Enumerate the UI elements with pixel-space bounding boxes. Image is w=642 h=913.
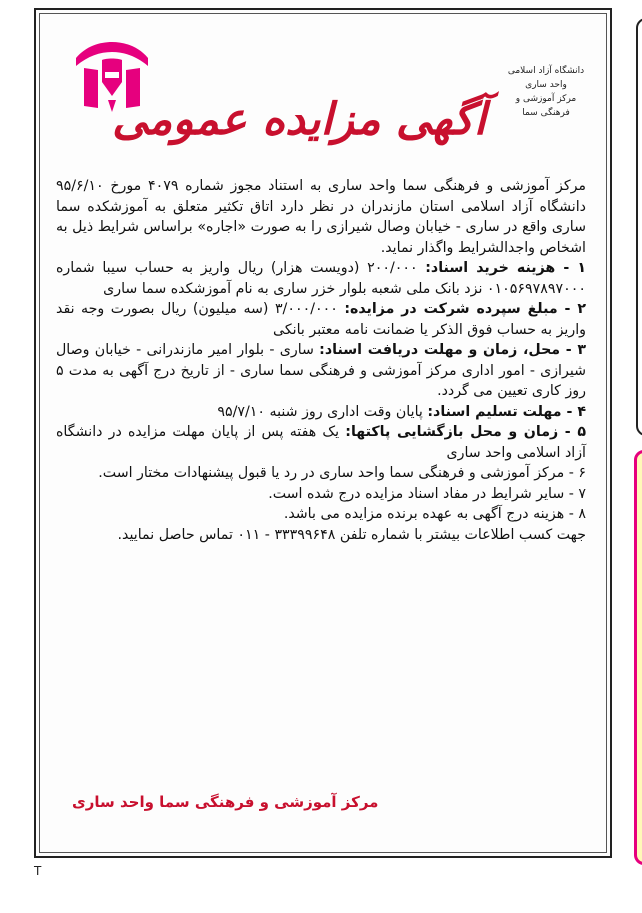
ad-body <box>56 176 586 545</box>
university-name-block <box>491 64 601 120</box>
page-title: آگهی مزایده عمومی <box>112 94 486 145</box>
condition-item-4 <box>56 402 586 423</box>
condition-label: ۴ - مهلت تسلیم اسناد: <box>427 403 586 420</box>
condition-text: پایان وقت اداری روز شنبه ۹۵/۷/۱۰ <box>217 403 428 420</box>
condition-text: ۷ - سایر شرایط در مفاد اسناد مزایده درج شده است. <box>268 485 586 502</box>
adjacent-ad-frame-bottom <box>634 450 642 865</box>
intro-paragraph: مرکز آموزشی و فرهنگی سما واحد ساری به استناد مجوز شماره ۴۰۷۹ مورخ ۹۵/۶/۱۰ دانشگاه آزاد اسلامی استان مازندران در نظر دارد اتاق تکثیر متعلق به آموزشکده سما ساری واقع در ساری - خیابان وصال شیرازی را به صورت «اجاره» براساس شرایط ذیل به اشخاص واجدالشرایط واگذار نماید. <box>56 178 586 256</box>
condition-item-6 <box>56 463 586 484</box>
condition-label: ۱ - هزینه خرید اسناد: <box>425 260 586 276</box>
condition-item-3 <box>56 340 586 402</box>
condition-text: ۸ - هزینه درج آگهی به عهده برنده مزایده می باشد. <box>283 506 586 522</box>
adjacent-ad-edge <box>630 0 642 913</box>
condition-item-8 <box>56 504 586 525</box>
adjacent-ad-frame-top <box>636 18 642 436</box>
condition-label: ۳ - محل، زمان و مهلت دریافت اسناد: <box>319 342 586 358</box>
corner-mark: T <box>34 864 42 878</box>
condition-item-2 <box>56 299 586 340</box>
condition-label: ۲ - مبلغ سپرده شرکت در مزایده: <box>344 301 587 317</box>
signature: مرکز آموزشی و فرهنگی سما واحد ساری <box>72 793 379 811</box>
condition-text: یک هفته پس از پایان مهلت مزایده در دانشگاه آزاد اسلامی واحد ساری <box>56 424 586 461</box>
condition-text: ۲۰۰/۰۰۰ (دویست هزار) ریال واریز به حساب سیبا شماره ۰۱۰۵۶۹۷۸۹۷۰۰۰ نزد بانک ملی شعبه بلوار خزر ساری به نام آموزشکده سما ساری <box>56 260 586 297</box>
contact-line: جهت کسب اطلاعات بیشتر با شماره تلفن ۳۳۳۹۹۶۴۸ - ۰۱۱ تماس حاصل نمایید. <box>117 526 586 543</box>
condition-label: ۵ - زمان و محل بازگشایی پاکتها: <box>345 424 586 440</box>
university-line: مرکز آموزشی و <box>515 94 577 104</box>
university-line: دانشگاه آزاد اسلامی <box>507 66 585 76</box>
condition-item-5 <box>56 422 586 463</box>
condition-text: ساری - بلوار امیر مازندرانی - خیابان وصال شیرازی - امور اداری مرکز آموزشی و فرهنگی سما ساری - از تاریخ درج آگهی به مدت ۵ روز کاری تعیین می گردد. <box>56 342 586 399</box>
condition-item-7 <box>56 484 586 505</box>
university-line: فرهنگی سما <box>522 108 570 118</box>
condition-item-1 <box>56 258 586 299</box>
condition-text: ۶ - مرکز آموزشی و فرهنگی سما واحد ساری در رد یا قبول پیشنهادات مختار است. <box>98 465 586 481</box>
university-line: واحد ساری <box>525 80 567 90</box>
condition-text: ۳/۰۰۰/۰۰۰ (سه میلیون) ریال بصورت وجه نقد واریز به حساب فوق الذکر یا ضمانت نامه معتبر بانکی <box>56 301 586 338</box>
